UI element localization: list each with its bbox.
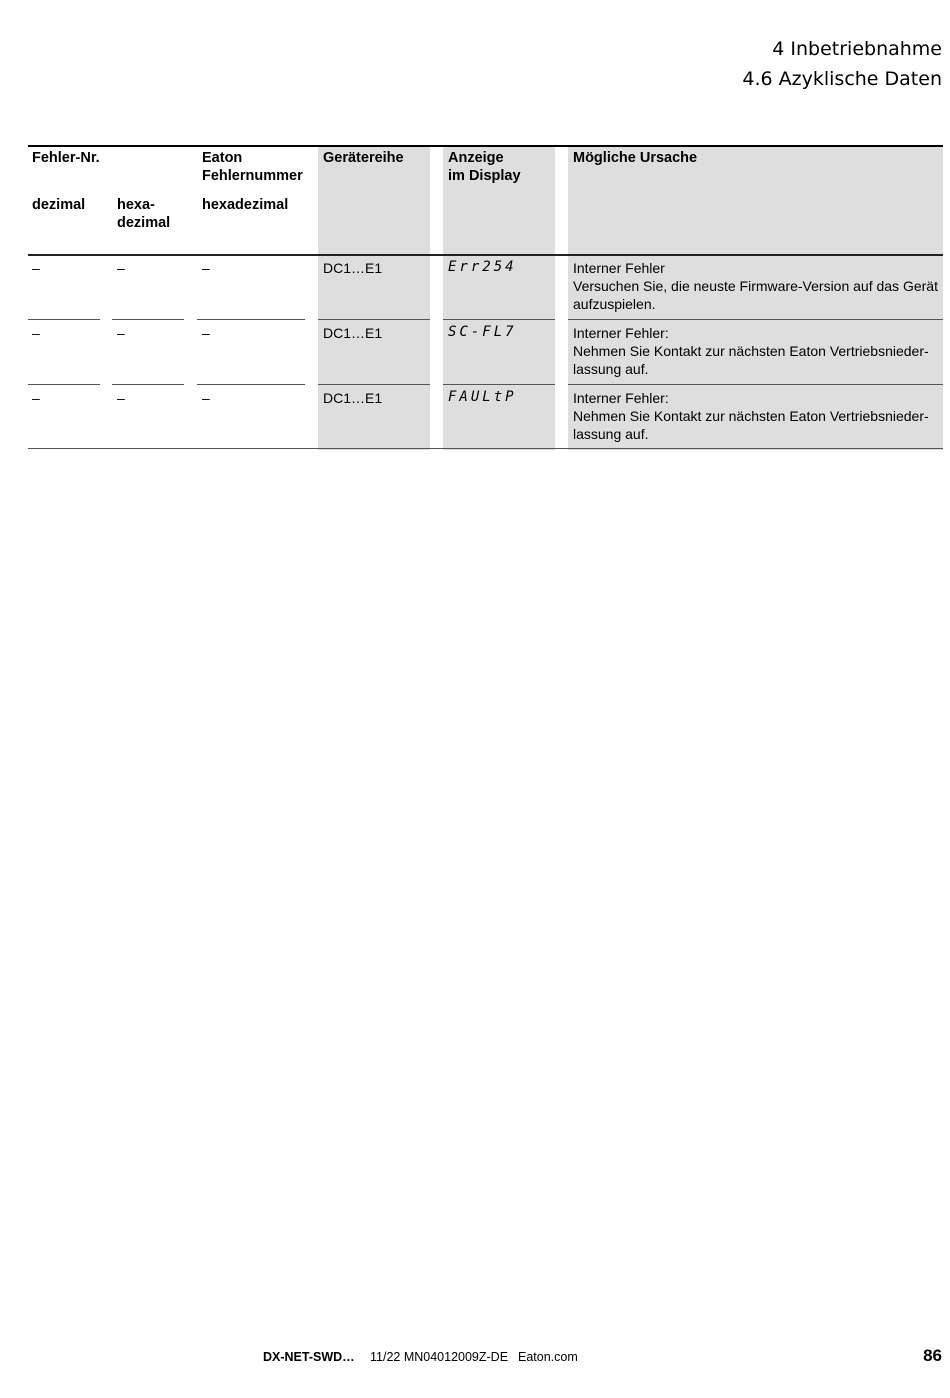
row-divider	[568, 384, 943, 385]
cell-ursache-line1: Interner Fehler:	[573, 325, 669, 341]
cell-geraetereihe: DC1…E1	[323, 260, 383, 276]
cell-ursache-line1: Interner Fehler:	[573, 390, 669, 406]
cell-anzeige: FAULtP	[448, 389, 517, 405]
cell-anzeige: Err254	[448, 259, 517, 275]
header-geraetereihe: Gerätereihe	[323, 150, 404, 166]
row-divider	[28, 384, 100, 385]
page-number: 86	[923, 1346, 942, 1365]
cell-ursache-line1: Interner Fehler	[573, 260, 665, 276]
cell-eaton: –	[202, 325, 210, 341]
footer-product: DX-NET-SWD…	[263, 1350, 355, 1364]
cell-dezimal: –	[32, 390, 40, 406]
cell-hexa: –	[117, 390, 125, 406]
cell-ursache-line3: lassung auf.	[573, 426, 649, 442]
header-dezimal: dezimal	[32, 197, 86, 213]
cell-ursache-line3: lassung auf.	[573, 361, 649, 377]
error-table	[28, 145, 943, 450]
cell-hexa: –	[117, 260, 125, 276]
row-divider	[197, 384, 305, 385]
row-divider	[318, 384, 430, 385]
cell-hexa: –	[117, 325, 125, 341]
cell-ursache-line3: aufzuspielen.	[573, 296, 656, 312]
footer-website: Eaton.com	[518, 1350, 578, 1364]
header-anzeige-line1: Anzeige	[448, 150, 504, 166]
header-hexa-line1: hexa-	[117, 197, 155, 213]
cell-ursache-line2: Nehmen Sie Kontakt zur nächsten Eaton Vertriebsnieder-	[573, 343, 929, 359]
cell-ursache-line2: Versuchen Sie, die neuste Firmware-Version auf das Gerät	[573, 278, 938, 294]
row-divider	[568, 319, 943, 320]
table-bottom-rule	[28, 448, 943, 449]
cell-geraetereihe: DC1…E1	[323, 390, 383, 406]
row-divider	[318, 319, 430, 320]
cell-anzeige: SC-FL7	[448, 324, 517, 340]
header-anzeige-line2: im Display	[448, 168, 521, 184]
section-title: 4.6 Azyklische Daten	[742, 68, 942, 90]
footer-doc-number: 11/22 MN04012009Z-DE	[370, 1350, 509, 1364]
row-divider	[443, 384, 555, 385]
header-eaton-line2: Fehlernummer	[202, 168, 303, 184]
header-eaton-line1: Eaton	[202, 150, 243, 166]
table-top-rule	[28, 145, 943, 147]
cell-geraetereihe: DC1…E1	[323, 325, 383, 341]
row-divider	[28, 319, 100, 320]
header-hexa-line2: dezimal	[117, 215, 171, 231]
row-divider	[112, 319, 184, 320]
header-fehler-nr: Fehler-Nr.	[32, 150, 100, 166]
row-divider	[197, 319, 305, 320]
cell-dezimal: –	[32, 325, 40, 341]
cell-dezimal: –	[32, 260, 40, 276]
header-hexadezimal: hexadezimal	[202, 197, 289, 213]
cell-eaton: –	[202, 390, 210, 406]
cell-ursache-line2: Nehmen Sie Kontakt zur nächsten Eaton Vertriebsnieder-	[573, 408, 929, 424]
table-header-rule	[28, 254, 943, 256]
row-divider	[443, 319, 555, 320]
chapter-title: 4 Inbetriebnahme	[772, 38, 942, 60]
row-divider	[112, 384, 184, 385]
cell-eaton: –	[202, 260, 210, 276]
header-ursache: Mögliche Ursache	[573, 150, 698, 166]
